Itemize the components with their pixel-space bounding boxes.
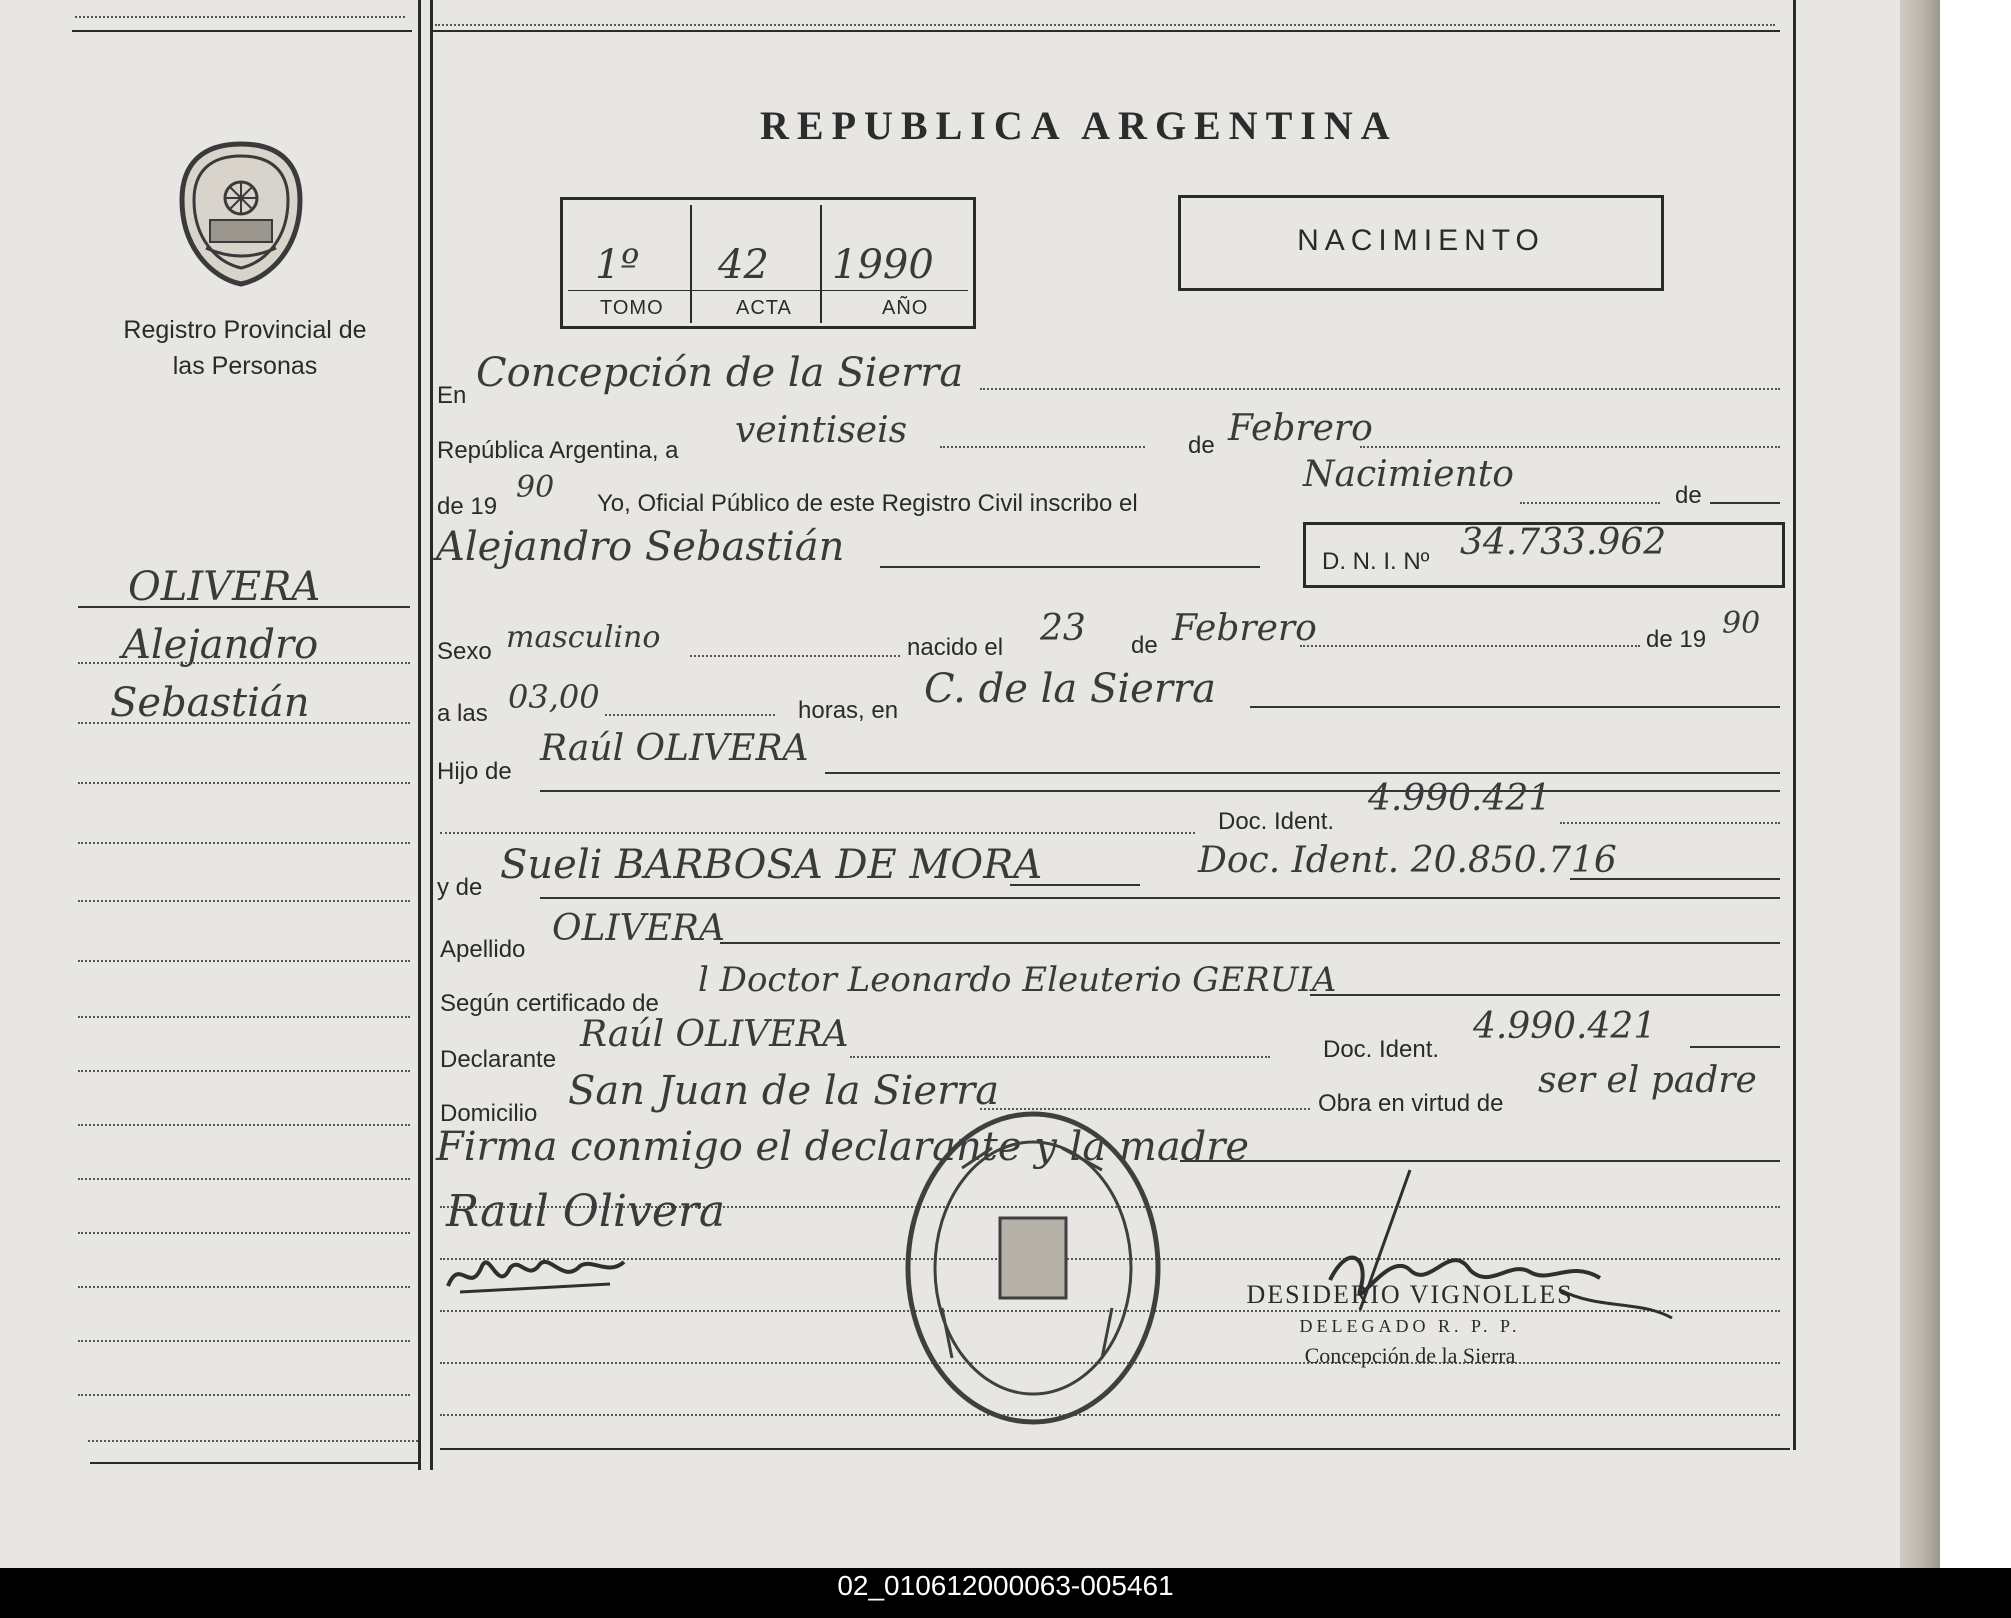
- value-birth-year-suffix: 90: [1722, 606, 1761, 641]
- value-father-doc: 4.990.421: [1368, 778, 1552, 819]
- top-rule-left: [72, 30, 412, 32]
- signature-declarante: Raul Olivera: [446, 1186, 726, 1237]
- top-dotted-line-right: [435, 24, 1775, 26]
- value-mother-doc: Doc. Ident. 20.850.716: [1198, 840, 1617, 881]
- official-name: DESIDERIO VIGNOLLES: [1246, 1280, 1574, 1309]
- value-sexo: masculino: [506, 620, 661, 655]
- sidebar-surname: OLIVERA: [128, 564, 321, 610]
- top-rule-right: [432, 30, 1780, 32]
- line-mother-2: [540, 897, 1780, 899]
- margin-line-2: [430, 0, 433, 1470]
- signature-mother-icon: [440, 1236, 640, 1306]
- label-a-las: a las: [437, 700, 488, 727]
- value-firma-line: Firma conmigo el declarante y la madre: [436, 1124, 1250, 1170]
- line-father-2: [540, 790, 1780, 792]
- value-obra: ser el padre: [1538, 1060, 1757, 1101]
- line-declarante-doc: [1690, 1046, 1780, 1048]
- sidebar-dots-4: [78, 842, 410, 844]
- label-dni: D. N. I. Nº: [1322, 548, 1430, 575]
- sidebar-dots-10: [78, 1178, 410, 1180]
- label-de-year: de 19: [437, 493, 498, 520]
- line-birth-place: [1250, 706, 1780, 708]
- value-time: 03,00: [508, 678, 600, 716]
- value-dni: 34.733.962: [1460, 522, 1667, 563]
- label-de-year-2: de 19: [1646, 626, 1707, 653]
- label-sexo: Sexo: [437, 638, 492, 665]
- label-segun: Según certificado de: [440, 990, 659, 1017]
- box-divider-2: [820, 205, 822, 323]
- record-type-box: [1178, 195, 1664, 291]
- label-apellido: Apellido: [440, 936, 526, 963]
- box-inner-rule: [568, 290, 968, 291]
- box-divider-1: [690, 205, 692, 323]
- value-birth-place: C. de la Sierra: [924, 666, 1216, 712]
- sidebar-dots-14: [78, 1394, 410, 1396]
- official-block: [1240, 1280, 1580, 1369]
- value-act-type: Nacimiento: [1303, 454, 1514, 495]
- line-father-doc-lead: [440, 832, 1195, 834]
- value-year-suffix: 90: [516, 470, 555, 505]
- sidebar-dots-11: [78, 1232, 410, 1234]
- line-en: [980, 388, 1780, 390]
- label-nacido: nacido el: [907, 634, 1004, 661]
- anio-value: 1990: [832, 242, 934, 288]
- value-month: Febrero: [1228, 408, 1373, 449]
- sidebar-given-name-1: Alejandro: [122, 622, 319, 668]
- label-de-1: de: [1188, 432, 1215, 459]
- country-title: REPUBLICA ARGENTINA: [760, 103, 1398, 148]
- sidebar-given-name-2: Sebastián: [110, 680, 310, 726]
- value-birth-day: 23: [1040, 608, 1086, 649]
- label-doc-ident-father: Doc. Ident.: [1218, 808, 1335, 835]
- line-birth-month: [1300, 645, 1640, 647]
- label-yo: Yo, Oficial Público de este Registro Civil inscribo el: [597, 490, 1138, 517]
- label-en: En: [437, 382, 467, 409]
- line-sexo: [690, 655, 900, 657]
- value-place: Concepción de la Sierra: [476, 350, 964, 396]
- line-day: [940, 446, 1145, 448]
- value-domicilio: San Juan de la Sierra: [568, 1068, 1000, 1114]
- value-full-name: Alejandro Sebastián: [436, 524, 845, 570]
- label-de-3: de: [1131, 632, 1158, 659]
- line-de: [1710, 502, 1780, 504]
- tomo-value: 1º: [595, 242, 640, 288]
- sidebar-dots-7: [78, 1016, 410, 1018]
- sidebar-dots-9: [78, 1124, 410, 1126]
- official-stamp-icon: [902, 1108, 1164, 1428]
- book-edge: [1900, 0, 1940, 1568]
- label-republica: República Argentina, a: [437, 437, 679, 464]
- label-obra: Obra en virtud de: [1318, 1090, 1504, 1117]
- acta-label: ACTA: [736, 297, 792, 319]
- sidebar-dots-6: [78, 960, 410, 962]
- value-apellido: OLIVERA: [552, 908, 726, 949]
- value-birth-month: Febrero: [1172, 608, 1317, 649]
- sidebar-dots-5: [78, 900, 410, 902]
- label-horas: horas, en: [798, 697, 899, 724]
- value-certificate: l Doctor Leonardo Eleuterio GERUIA: [698, 960, 1337, 1000]
- anio-label: AÑO: [882, 297, 929, 319]
- top-dotted-line: [75, 16, 405, 18]
- label-declarante: Declarante: [440, 1046, 557, 1073]
- line-month: [1360, 446, 1780, 448]
- bottom-dotted-left: [88, 1440, 418, 1442]
- label-domicilio: Domicilio: [440, 1100, 538, 1127]
- book-background: [1940, 0, 2011, 1568]
- line-father: [825, 772, 1780, 774]
- acta-value: 42: [718, 242, 769, 288]
- record-type: NACIMIENTO: [1297, 224, 1545, 257]
- label-de-2: de: [1675, 482, 1702, 509]
- sidebar-dots-8: [78, 1070, 410, 1072]
- official-place: Concepción de la Sierra: [1304, 1343, 1516, 1368]
- sidebar-dots-12: [78, 1286, 410, 1288]
- line-act-type: [1520, 502, 1660, 504]
- margin-line-1: [418, 0, 421, 1470]
- value-declarante: Raúl OLIVERA: [580, 1014, 849, 1055]
- line-certificate: [1310, 994, 1780, 996]
- label-hijo: Hijo de: [437, 758, 512, 785]
- sidebar-dots-3: [78, 782, 410, 784]
- file-caption: 02_010612000063-005461: [837, 1570, 1174, 1601]
- line-time: [605, 714, 775, 716]
- province-seal-icon: [172, 138, 310, 288]
- line-full-name: [880, 566, 1260, 568]
- label-doc-ident-declarante: Doc. Ident.: [1323, 1036, 1440, 1063]
- registry-title: Registro Provincial de las Personas: [123, 316, 367, 380]
- line-declarante: [850, 1056, 1270, 1058]
- line-apellido: [720, 942, 1780, 944]
- official-title: DELEGADO R. P. P.: [1299, 1316, 1521, 1336]
- value-mother: Sueli BARBOSA DE MORA: [500, 842, 1043, 888]
- sidebar-dots-13: [78, 1340, 410, 1342]
- line-father-doc: [1560, 822, 1780, 824]
- label-y-de: y de: [437, 874, 483, 901]
- value-day-words: veintiseis: [735, 410, 908, 451]
- bottom-rule-left: [90, 1462, 420, 1464]
- value-declarante-doc: 4.990.421: [1473, 1006, 1657, 1047]
- tomo-label: TOMO: [600, 297, 664, 319]
- bottom-rule-right: [440, 1448, 1790, 1450]
- value-father: Raúl OLIVERA: [540, 728, 809, 769]
- right-frame-line: [1793, 0, 1796, 1450]
